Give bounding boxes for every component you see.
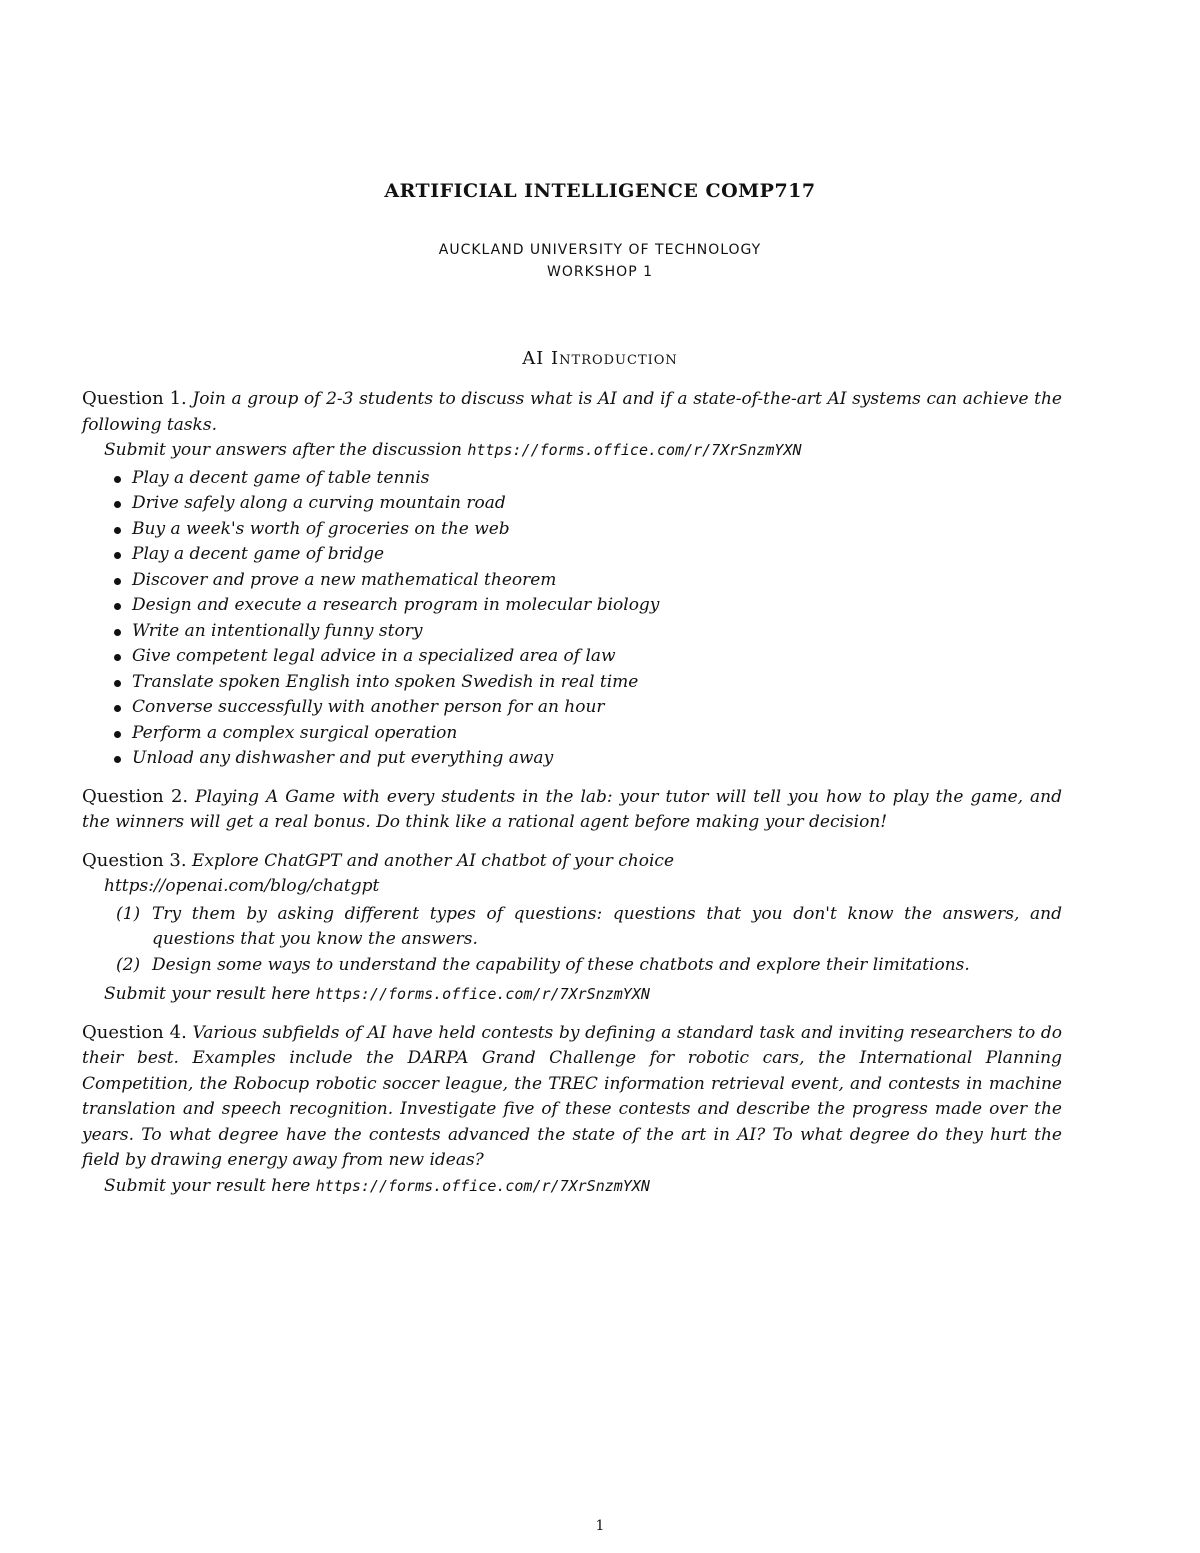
list-item bbox=[116, 953, 1062, 979]
question-4-text: Various subfields of AI have held contests by defining a standard task and inviting researchers to do their best. Examples include the DARPA Grand Challenge for robotic cars, the International Planning Competition, the Robocup robotic soccer league, the TREC information retrieval event, and contests in machine translation and speech recognition. Investigate five of these contests and describe the progress made over the years. To what degree have the contests advanced the state of the art in AI? To what degree do they hurt the field by drawing energy away from new ideas? bbox=[82, 1022, 1063, 1170]
list-item-text: Design some ways to understand the capability of these chatbots and explore their limitations. bbox=[152, 954, 970, 975]
question-3 bbox=[82, 848, 1062, 875]
question-4-submit bbox=[82, 1174, 1062, 1200]
question-1-label: Question 1. bbox=[82, 388, 187, 409]
question-2 bbox=[82, 784, 1062, 836]
list-item: Drive safely along a curving mountain road bbox=[132, 491, 1062, 517]
section-heading-name: Introduction bbox=[551, 348, 678, 369]
question-3-submit bbox=[82, 982, 1062, 1008]
list-item: Write an intentionally funny story bbox=[132, 619, 1062, 645]
list-item: Play a decent game of bridge bbox=[132, 542, 1062, 568]
list-item: Perform a complex surgical operation bbox=[132, 721, 1062, 747]
institution-name: AUCKLAND UNIVERSITY OF TECHNOLOGY bbox=[438, 242, 762, 258]
question-3-url-line bbox=[82, 874, 1062, 900]
list-item: Translate spoken English into spoken Swedish in real time bbox=[132, 670, 1062, 696]
question-4-submit-text: Submit your result here bbox=[104, 1175, 311, 1196]
question-3-submit-link[interactable]: https://forms.office.com/r/7XrSnzmYXN bbox=[315, 985, 650, 1003]
task-list bbox=[82, 466, 1062, 772]
list-item: Buy a week's worth of groceries on the web bbox=[132, 517, 1062, 543]
list-item: Discover and prove a new mathematical theorem bbox=[132, 568, 1062, 594]
list-item: Unload any dishwasher and put everything away bbox=[132, 746, 1062, 772]
question-4 bbox=[82, 1020, 1062, 1174]
question-1-submit-text: Submit your answers after the discussion bbox=[104, 440, 462, 460]
question-3-text: Explore ChatGPT and another AI chatbot of your choice bbox=[191, 850, 675, 871]
question-1-text: Join a group of 2-3 students to discuss what is AI and if a state-of-the-art AI systems can achieve the following tasks. bbox=[82, 389, 1062, 435]
question-3-submit-text: Submit your result here bbox=[104, 984, 311, 1004]
question-4-submit-link[interactable]: https://forms.office.com/r/7XrSnzmYXN bbox=[315, 1176, 650, 1195]
page-number: 1 bbox=[595, 1518, 605, 1534]
question-2-text: Playing A Game with every students in the lab: your tutor will tell you how to play the game, and the winners will get a real bonus. Do think like a rational agent before making your decision! bbox=[82, 786, 1062, 832]
question-3-list bbox=[82, 902, 1062, 979]
question-1-submit bbox=[82, 438, 1062, 464]
list-item: Play a decent game of table tennis bbox=[132, 466, 1062, 492]
document-body bbox=[82, 386, 1062, 1199]
list-item: Converse successfully with another person for an hour bbox=[132, 695, 1062, 721]
question-2-label: Question 2. bbox=[82, 785, 189, 807]
question-4-label: Question 4. bbox=[82, 1021, 187, 1043]
section-heading-ai: AI bbox=[522, 348, 545, 369]
workshop-label: WORKSHOP 1 bbox=[546, 264, 653, 280]
list-item: Give competent legal advice in a specialized area of law bbox=[132, 644, 1062, 670]
chatgpt-link[interactable]: https://openai.com/blog/chatgpt bbox=[104, 876, 380, 896]
question-3-label: Question 3. bbox=[82, 849, 187, 871]
question-1 bbox=[82, 386, 1062, 438]
question-1-submit-link[interactable]: https://forms.office.com/r/7XrSnzmYXN bbox=[467, 441, 802, 459]
list-item-number: (1) bbox=[116, 903, 141, 924]
list-item: Design and execute a research program in molecular biology bbox=[132, 593, 1062, 619]
document-title: ARTIFICIAL INTELLIGENCE COMP717 bbox=[384, 180, 816, 202]
section-heading bbox=[0, 348, 1200, 369]
list-item-text: Try them by asking different types of questions: questions that you don't know the answers, and questions that you know the answers. bbox=[152, 903, 1062, 949]
list-item bbox=[116, 902, 1062, 953]
list-item-number: (2) bbox=[116, 954, 141, 975]
